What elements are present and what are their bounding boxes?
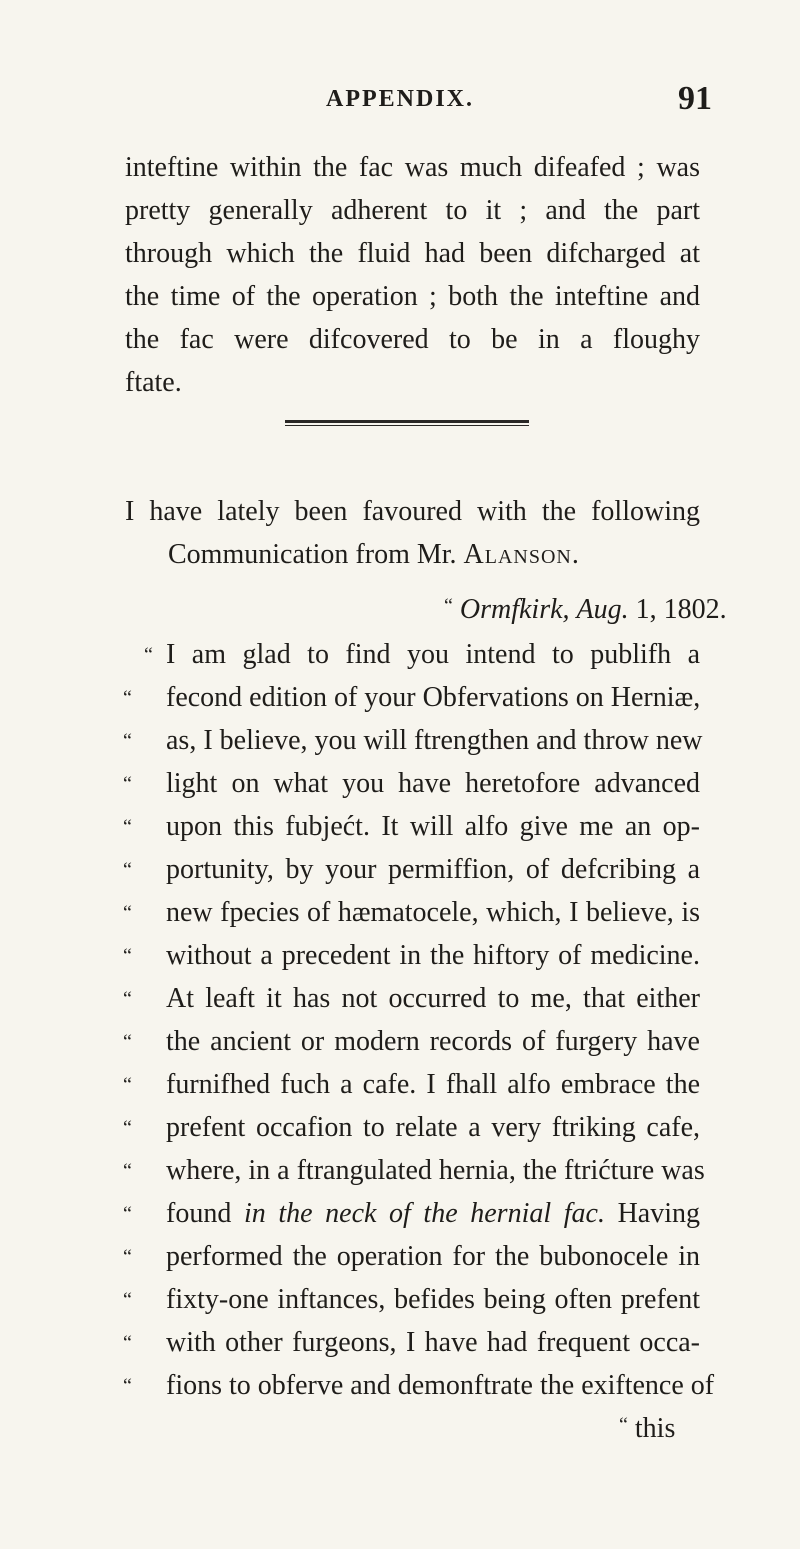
letter-line: new fpecies of hæmatocele, which, I believe, is bbox=[166, 897, 700, 928]
quote-mark: “ bbox=[123, 1332, 132, 1354]
quote-mark: “ bbox=[123, 1117, 132, 1139]
quote-mark: “ bbox=[144, 644, 153, 666]
quote-mark: “ bbox=[123, 1160, 132, 1182]
letter-line: where, in a ftrangulated hernia, the ftrićture was bbox=[166, 1155, 705, 1186]
dateline-month: Aug. bbox=[576, 594, 629, 625]
paragraph-line: the fac were difcovered to be in a floughy bbox=[125, 324, 700, 355]
letter-line: without a precedent in the hiftory of medicine. bbox=[166, 940, 700, 971]
letter-line: fixty-one inftances, befides being often prefent bbox=[166, 1284, 700, 1315]
paragraph-line: pretty generally adherent to it ; and the part bbox=[125, 195, 700, 226]
quote-mark: “ bbox=[123, 816, 132, 838]
quote-mark: “ bbox=[123, 859, 132, 881]
letter-text: found bbox=[166, 1198, 232, 1229]
italic-phrase: in the neck of the hernial fac. bbox=[243, 1198, 605, 1229]
quote-mark: “ bbox=[123, 730, 132, 752]
quote-mark: “ bbox=[123, 945, 132, 967]
quote-mark: “ bbox=[123, 1074, 132, 1096]
paragraph-line: through which the fluid had been difcharged at bbox=[125, 238, 700, 269]
letter-line: as, I believe, you will ftrengthen and throw new bbox=[166, 725, 703, 756]
page-number: 91 bbox=[678, 80, 712, 117]
letter-line: prefent occafion to relate a very ftriking cafe, bbox=[166, 1112, 700, 1143]
letter-line: with other furgeons, I have had frequent occa- bbox=[166, 1327, 700, 1358]
quote-mark: “ bbox=[123, 1031, 132, 1053]
quote-mark: “ bbox=[123, 1246, 132, 1268]
letter-line: furnifhed fuch a cafe. I fhall alfo embrace the bbox=[166, 1069, 700, 1100]
catchword-text: this bbox=[634, 1413, 676, 1444]
paragraph-line: the time of the operation ; both the inteftine and bbox=[125, 281, 700, 312]
running-head: APPENDIX. bbox=[326, 86, 474, 112]
intro-line-2 bbox=[168, 541, 580, 569]
letter-line: the ancient or modern records of furgery have bbox=[166, 1026, 700, 1057]
quote-mark: “ bbox=[123, 1289, 132, 1311]
letter-line: At leaft it has not occurred to me, that either bbox=[166, 983, 700, 1014]
intro-text: Communication from Mr. bbox=[168, 539, 464, 570]
dateline-place: Ormfkirk, bbox=[459, 594, 570, 625]
quote-mark: “ bbox=[123, 773, 132, 795]
quote-mark: “ bbox=[123, 1203, 132, 1225]
letter-line: upon this fubjećt. It will alfo give me an op- bbox=[166, 811, 700, 842]
paragraph-line: ftate. bbox=[125, 367, 182, 398]
intro-line: I have lately been favoured with the following bbox=[125, 496, 700, 527]
catchword bbox=[619, 1415, 675, 1443]
paragraph-line: inteftine within the fac was much difeafed ; was bbox=[125, 152, 700, 183]
letter-line: portunity, by your permiffion, of defcribing a bbox=[166, 854, 700, 885]
quote-mark: “ bbox=[123, 1375, 132, 1397]
quote-mark: “ bbox=[619, 1414, 628, 1436]
section-divider bbox=[285, 420, 529, 423]
letter-line-mixed bbox=[166, 1200, 700, 1228]
letter-line: fions to obferve and demonftrate the exiftence of bbox=[166, 1370, 715, 1401]
letter-text: Having bbox=[617, 1198, 700, 1229]
quote-mark: “ bbox=[123, 687, 132, 709]
letter-line: I am glad to find you intend to publifh a bbox=[166, 639, 700, 670]
quote-mark: “ bbox=[123, 988, 132, 1010]
section-divider-thin bbox=[285, 425, 529, 426]
letter-line: performed the operation for the bubonocele in bbox=[166, 1241, 700, 1272]
letter-line: fecond edition of your Obfervations on Herniæ, bbox=[166, 682, 701, 713]
quote-mark: “ bbox=[123, 902, 132, 924]
letter-line: light on what you have heretofore advanced bbox=[166, 768, 700, 799]
author-name: Alanson. bbox=[463, 539, 580, 570]
quote-mark: “ bbox=[444, 595, 453, 617]
dateline-date: 1, 1802. bbox=[635, 594, 727, 625]
letter-dateline bbox=[444, 596, 727, 624]
